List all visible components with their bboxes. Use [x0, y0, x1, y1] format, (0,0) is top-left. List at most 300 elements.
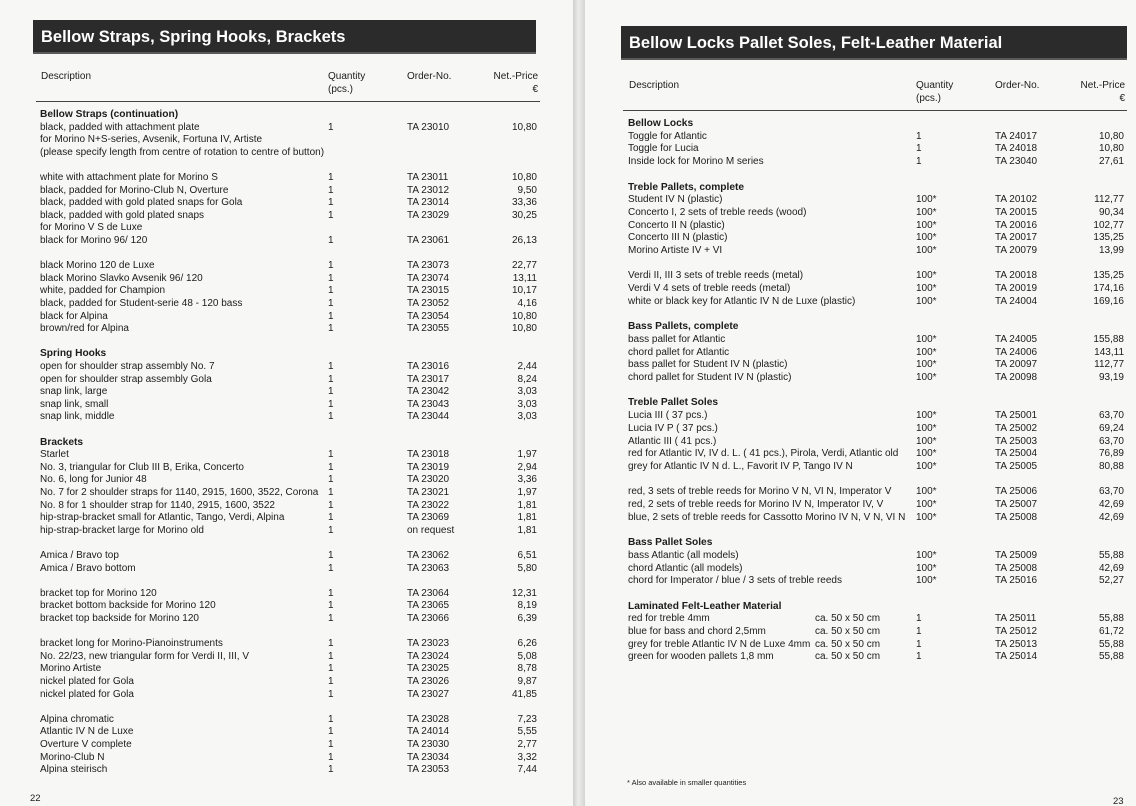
item-price: 8,78	[517, 663, 537, 675]
item-price: 5,55	[517, 726, 537, 738]
item-quantity: 1	[328, 361, 334, 372]
item-description: Lucia III ( 37 pcs.)	[628, 410, 708, 422]
table-row	[628, 231, 1124, 244]
item-quantity: 1	[916, 613, 922, 625]
item-size: ca. 50 x 50 cm	[815, 638, 881, 650]
item-price: 33,36	[511, 197, 537, 209]
item-description: Spring Hooks	[40, 348, 107, 360]
item-price: 3,32	[517, 751, 537, 763]
item-price: 30,25	[511, 209, 537, 221]
item-quantity: 1	[916, 638, 922, 650]
table-row	[40, 637, 540, 650]
item-price: 3,03	[517, 398, 537, 410]
item-quantity: 1	[328, 676, 334, 687]
item-description: red for Atlantic IV, IV d. L. ( 41 pcs.), Pirola, Verdi, Atlantic old	[628, 448, 899, 460]
item-order-no: TA 20018	[995, 270, 1038, 282]
page-title: Bellow Locks Pallet Soles, Felt-Leather Material	[621, 26, 1127, 60]
item-quantity: 1	[328, 613, 334, 624]
item-order-no: TA 25007	[995, 499, 1038, 510]
table-row	[40, 297, 540, 310]
item-description: open for shoulder strap assembly Gola	[40, 373, 212, 385]
table-row	[40, 599, 540, 612]
item-price: 55,88	[1098, 638, 1124, 650]
item-quantity: 100*	[916, 232, 937, 244]
item-description: nickel plated for Gola	[40, 688, 134, 700]
table-row	[40, 284, 540, 297]
section-heading	[628, 320, 1124, 333]
item-quantity: 1	[328, 386, 334, 398]
item-description: red, 2 sets of treble reeds for Morino IV N, Imperator IV, V	[628, 499, 884, 510]
item-price: 1,97	[517, 487, 537, 498]
table-row	[628, 206, 1124, 219]
item-order-no: TA 20016	[995, 219, 1038, 231]
book-gutter	[573, 0, 585, 806]
item-description: white, padded for Champion	[40, 285, 166, 297]
item-description: bass pallet for Student IV N (plastic)	[628, 359, 788, 371]
item-order-no: TA 24005	[995, 333, 1038, 345]
page-title: Bellow Straps, Spring Hooks, Brackets	[33, 20, 536, 54]
item-quantity: 100*	[916, 410, 937, 422]
item-description: black for Alpina	[40, 310, 108, 322]
item-order-no: TA 20079	[995, 245, 1038, 256]
item-description: bracket bottom backside for Morino 120	[40, 600, 216, 612]
item-description: Morino Artiste	[40, 663, 102, 675]
header-quantity-unit: (pcs.)	[328, 84, 353, 95]
table-row	[628, 130, 1124, 143]
item-price: 63,70	[1098, 486, 1124, 498]
item-order-no: TA 25002	[995, 422, 1038, 434]
item-description: Brackets	[40, 436, 84, 448]
item-quantity: 100*	[916, 575, 937, 587]
item-description: Student IV N (plastic)	[628, 194, 723, 206]
item-price: 10,80	[1098, 143, 1124, 155]
item-description: Alpina chromatic	[40, 713, 114, 725]
item-description: snap link, small	[40, 398, 109, 410]
item-description: white or black key for Atlantic IV N de Luxe (plastic)	[628, 295, 856, 307]
item-quantity: 1	[916, 143, 922, 155]
header-description: Description	[629, 80, 680, 91]
item-order-no: TA 20098	[995, 372, 1038, 383]
item-quantity: 1	[328, 739, 334, 750]
item-description: black, padded for Morino-Club N, Overture	[40, 184, 229, 196]
table-row	[40, 688, 540, 701]
item-price: 69,24	[1098, 422, 1124, 434]
item-price: 42,69	[1098, 562, 1124, 574]
item-order-no: TA 23014	[407, 197, 450, 209]
section-heading	[628, 536, 1124, 549]
item-description: Laminated Felt-Leather Material	[628, 600, 782, 612]
item-description: Verdi II, III 3 sets of treble reeds (metal)	[628, 270, 804, 282]
item-order-no: TA 23020	[407, 474, 450, 486]
item-description: hip-strap-bracket large for Morino old	[40, 524, 204, 536]
table-row	[40, 612, 540, 625]
table-row	[40, 272, 540, 285]
item-price: 8,24	[517, 373, 537, 385]
item-price: 90,34	[1098, 206, 1124, 218]
section-heading	[628, 396, 1124, 409]
item-quantity: 1	[916, 130, 922, 142]
item-order-no: TA 24014	[407, 726, 450, 738]
item-description: black, padded with gold plated snaps for Gola	[40, 197, 243, 209]
item-quantity: 1	[328, 474, 334, 486]
item-quantity: 1	[916, 651, 922, 663]
item-quantity: 100*	[916, 549, 937, 561]
table-row	[628, 219, 1124, 232]
item-description: grey for treble Atlantic IV N de Luxe 4mm	[628, 638, 811, 650]
item-order-no: TA 20102	[995, 194, 1038, 206]
item-quantity: 1	[328, 587, 334, 599]
table-row	[40, 146, 540, 159]
item-description: Inside lock for Morino M series	[628, 156, 764, 168]
item-description: Concerto III N (plastic)	[628, 232, 728, 244]
table-row	[40, 322, 540, 335]
item-description: bass pallet for Atlantic	[628, 333, 726, 345]
table-row	[628, 193, 1124, 206]
item-description: Amica / Bravo top	[40, 550, 119, 561]
item-description: chord for Imperator / blue / 3 sets of treble reeds	[628, 575, 842, 587]
item-quantity: 1	[328, 298, 334, 309]
item-quantity: 100*	[916, 511, 937, 523]
item-order-no: TA 23021	[407, 487, 450, 498]
item-order-no: TA 23028	[407, 713, 450, 725]
item-quantity: 1	[328, 461, 334, 473]
item-quantity: 1	[328, 235, 334, 246]
item-price: 76,89	[1098, 448, 1124, 460]
table-row	[40, 373, 540, 386]
item-description: Toggle for Atlantic	[628, 130, 707, 142]
item-price: 112,77	[1094, 194, 1124, 206]
item-description: Atlantic III ( 41 pcs.)	[628, 435, 717, 447]
item-description: black, padded for Student-serie 48 - 120 bass	[40, 298, 243, 309]
item-order-no: TA 23052	[407, 298, 450, 309]
item-price: 2,77	[517, 739, 537, 750]
item-quantity: 1	[328, 764, 334, 776]
item-price: 13,11	[512, 272, 537, 284]
item-description: snap link, middle	[40, 411, 115, 423]
table-row	[40, 385, 540, 398]
item-price: 5,80	[517, 562, 537, 574]
item-description: black for Morino 96/ 120	[40, 235, 148, 246]
item-price: 93,19	[1098, 372, 1124, 383]
item-description: No. 7 for 2 shoulder straps for 1140, 2915, 1600, 3522, Corona	[40, 487, 319, 498]
item-description: grey for Atlantic IV N d. L., Favorit IV P, Tango IV N	[628, 460, 853, 472]
item-order-no: TA 25005	[995, 460, 1038, 472]
item-price: 10,80	[511, 121, 537, 133]
item-description: Bass Pallet Soles	[628, 537, 713, 549]
item-quantity: 1	[328, 751, 334, 763]
item-description: black, padded with attachment plate	[40, 121, 200, 133]
table-row	[40, 410, 540, 423]
item-price: 3,03	[517, 386, 537, 398]
table-row	[628, 498, 1124, 511]
item-quantity: 1	[328, 449, 334, 461]
item-price: 12,31	[511, 587, 537, 599]
item-order-no: TA 23022	[407, 499, 450, 511]
section-heading	[40, 108, 540, 121]
item-quantity: 1	[328, 323, 334, 335]
item-price: 9,50	[517, 184, 537, 196]
item-price: 6,51	[517, 550, 537, 561]
item-price: 9,87	[517, 676, 537, 687]
item-size: ca. 50 x 50 cm	[815, 613, 881, 625]
item-order-no: TA 25006	[995, 486, 1038, 498]
item-description: green for wooden pallets 1,8 mm	[628, 651, 774, 663]
item-quantity: 100*	[916, 295, 937, 307]
item-order-no: TA 23069	[407, 512, 450, 524]
table-row	[40, 448, 540, 461]
item-quantity: 1	[328, 197, 334, 209]
item-order-no: TA 25011	[995, 613, 1037, 625]
item-quantity: 100*	[916, 206, 937, 218]
item-price: 1,81	[517, 524, 537, 536]
item-order-no: TA 23061	[407, 235, 450, 246]
table-row	[628, 625, 1124, 638]
header-price: Net.-Price	[493, 71, 538, 82]
item-description: Starlet	[40, 449, 69, 461]
item-price: 63,70	[1098, 410, 1124, 422]
item-price: 52,27	[1098, 575, 1124, 587]
item-price: 7,23	[517, 713, 537, 725]
table-row	[40, 310, 540, 323]
item-description: open for shoulder strap assembly No. 7	[40, 361, 215, 372]
item-price: 13,99	[1098, 245, 1124, 256]
item-price: 42,69	[1098, 499, 1124, 510]
item-quantity: 100*	[916, 422, 937, 434]
item-order-no: TA 23074	[407, 272, 450, 284]
item-order-no: TA 23019	[407, 461, 450, 473]
right-page	[585, 0, 1136, 806]
item-order-no: TA 20015	[995, 206, 1038, 218]
item-description: Concerto II N (plastic)	[628, 219, 725, 231]
item-quantity: 1	[328, 512, 334, 524]
table-row	[628, 549, 1124, 562]
item-quantity: 100*	[916, 435, 937, 447]
item-order-no: TA 23055	[407, 323, 450, 335]
item-quantity: 1	[328, 184, 334, 196]
item-description: red, 3 sets of treble reeds for Morino V N, VI N, Imperator V	[628, 486, 892, 498]
item-order-no: TA 20097	[995, 359, 1038, 371]
item-price: 1,81	[517, 499, 537, 511]
item-order-no: TA 23034	[407, 751, 450, 763]
table-row	[40, 751, 540, 764]
item-quantity: 100*	[916, 346, 937, 358]
item-order-no: TA 25012	[995, 626, 1038, 637]
section-heading	[40, 436, 540, 449]
item-order-no: TA 23043	[407, 398, 450, 410]
item-description: bracket top backside for Morino 120	[40, 613, 199, 624]
item-order-no: TA 23010	[407, 121, 450, 133]
item-quantity: 1	[328, 209, 334, 221]
item-order-no: TA 23026	[407, 676, 450, 687]
table-row	[40, 650, 540, 663]
table-row	[628, 244, 1124, 257]
item-order-no: TA 23029	[407, 209, 450, 221]
item-quantity: 100*	[916, 283, 937, 295]
item-description: black Morino Slavko Avsenik 96/ 120	[40, 272, 203, 284]
item-description: Morino-Club N	[40, 751, 105, 763]
header-quantity: Quantity	[916, 80, 954, 91]
item-order-no: TA 24017	[995, 130, 1038, 142]
item-description: Treble Pallet Soles	[628, 397, 719, 409]
header-price: Net.-Price	[1080, 80, 1125, 91]
section-heading	[628, 181, 1124, 194]
item-description: red for treble 4mm	[628, 613, 710, 625]
header-order-no: Order-No.	[995, 80, 1040, 91]
item-description: bracket top for Morino 120	[40, 587, 157, 599]
item-description: bass Atlantic (all models)	[628, 549, 739, 561]
table-row	[628, 435, 1124, 448]
table-row	[40, 524, 540, 537]
item-quantity: 1	[328, 285, 334, 297]
item-price: 55,88	[1098, 549, 1124, 561]
table-row	[40, 461, 540, 474]
item-description: Morino Artiste IV + VI	[628, 245, 723, 256]
item-order-no: TA 24004	[995, 295, 1038, 307]
item-price: 22,77	[511, 260, 537, 272]
table-row	[628, 371, 1124, 384]
table-row	[628, 650, 1124, 663]
item-price: 143,11	[1094, 346, 1124, 358]
item-price: 63,70	[1098, 435, 1124, 447]
table-row	[40, 121, 540, 134]
item-price: 112,77	[1094, 359, 1124, 371]
item-price: 155,88	[1093, 333, 1124, 345]
item-quantity: 1	[328, 638, 334, 650]
table-row	[40, 511, 540, 524]
table-row	[40, 234, 540, 247]
table-row	[628, 638, 1124, 651]
section-heading	[628, 117, 1124, 130]
item-quantity: 100*	[916, 448, 937, 460]
table-row	[628, 295, 1124, 308]
item-description: No. 6, long for Junior 48	[40, 474, 147, 486]
item-description: Bellow Straps (continuation)	[40, 109, 179, 120]
item-order-no: TA 23062	[407, 550, 450, 561]
item-order-no: TA 23042	[407, 386, 450, 398]
table-row	[40, 662, 540, 675]
table-row	[40, 738, 540, 751]
item-order-no: TA 23040	[995, 156, 1038, 168]
item-order-no: TA 23030	[407, 739, 450, 750]
item-price: 6,26	[517, 638, 537, 650]
item-size: ca. 50 x 50 cm	[815, 626, 881, 637]
item-price: 2,44	[517, 361, 537, 372]
item-price: 26,13	[511, 235, 537, 246]
item-order-no: TA 25003	[995, 435, 1038, 447]
item-price: 41,85	[511, 688, 537, 700]
table-row	[628, 574, 1124, 587]
item-price: 3,36	[517, 474, 537, 486]
item-description: white with attachment plate for Morino S	[40, 172, 218, 183]
item-price: 5,08	[517, 650, 537, 662]
item-quantity: 1	[328, 487, 334, 498]
item-quantity: 1	[328, 172, 334, 183]
table-row	[628, 511, 1124, 524]
item-price: 27,61	[1098, 156, 1124, 168]
table-row	[40, 587, 540, 600]
item-order-no: TA 23027	[407, 688, 450, 700]
item-description: for Morino N+S-series, Avsenik, Fortuna IV, Artiste	[40, 134, 263, 146]
item-price: 8,19	[517, 600, 537, 612]
item-quantity: 1	[328, 726, 334, 738]
item-description: blue, 2 sets of treble reeds for Cassotto Morino IV N, V N, VI N	[628, 511, 906, 523]
item-description: black, padded with gold plated snaps	[40, 209, 205, 221]
item-order-no: on request	[407, 524, 455, 536]
table-row	[40, 221, 540, 234]
item-description: Overture V complete	[40, 739, 132, 750]
item-order-no: TA 23024	[407, 650, 450, 662]
item-price: 135,25	[1093, 270, 1124, 282]
item-order-no: TA 23053	[407, 764, 450, 776]
table-row	[40, 499, 540, 512]
item-price: 80,88	[1098, 460, 1124, 472]
item-order-no: TA 25004	[995, 448, 1038, 460]
item-quantity: 1	[328, 272, 334, 284]
item-quantity: 1	[328, 260, 334, 272]
header-quantity-unit: (pcs.)	[916, 93, 941, 104]
item-quantity: 1	[328, 688, 334, 700]
item-price: 10,80	[511, 172, 537, 183]
item-order-no: TA 23025	[407, 663, 450, 675]
item-price: 102,77	[1093, 219, 1124, 231]
item-description: chord pallet for Student IV N (plastic)	[628, 372, 792, 383]
item-description: black Morino 120 de Luxe	[40, 260, 155, 272]
item-price: 3,03	[517, 411, 537, 423]
item-order-no: TA 25014	[995, 651, 1038, 663]
item-description: Bass Pallets, complete	[628, 321, 739, 333]
item-quantity: 1	[328, 499, 334, 511]
table-row	[40, 763, 540, 776]
item-order-no: TA 23066	[407, 613, 450, 624]
item-quantity: 100*	[916, 486, 937, 498]
item-order-no: TA 25001	[995, 410, 1038, 422]
table-row	[628, 485, 1124, 498]
item-order-no: TA 23073	[407, 260, 450, 272]
item-price: 2,94	[517, 461, 537, 473]
item-order-no: TA 25009	[995, 549, 1038, 561]
item-description: Lucia IV P ( 37 pcs.)	[628, 422, 718, 434]
item-quantity: 100*	[916, 270, 937, 282]
table-row	[40, 398, 540, 411]
item-order-no: TA 25016	[995, 575, 1038, 587]
item-description: (please specify length from centre of rotation to centre of button)	[40, 146, 325, 158]
table-row	[40, 209, 540, 222]
header-order-no: Order-No.	[407, 71, 452, 82]
item-price: 1,97	[517, 449, 537, 461]
item-description: nickel plated for Gola	[40, 676, 134, 687]
item-price: 55,88	[1098, 613, 1124, 625]
table-row	[628, 142, 1124, 155]
table-row	[40, 196, 540, 209]
item-price: 135,25	[1093, 232, 1124, 244]
table-row	[628, 269, 1124, 282]
table-row	[40, 184, 540, 197]
item-description: bracket long for Morino-Pianoinstruments	[40, 638, 223, 650]
item-quantity: 1	[328, 600, 334, 612]
table-row	[628, 460, 1124, 473]
item-description: snap link, large	[40, 386, 108, 398]
table-row	[628, 346, 1124, 359]
item-quantity: 1	[328, 411, 334, 423]
table-row	[40, 360, 540, 373]
header-quantity: Quantity	[328, 71, 366, 82]
item-order-no: TA 20019	[995, 283, 1038, 295]
item-order-no: TA 24006	[995, 346, 1038, 358]
item-order-no: TA 23016	[407, 361, 450, 372]
item-order-no: TA 25008	[995, 562, 1038, 574]
header-description: Description	[41, 71, 92, 82]
footnote: * Also available in smaller quantities	[627, 778, 747, 787]
